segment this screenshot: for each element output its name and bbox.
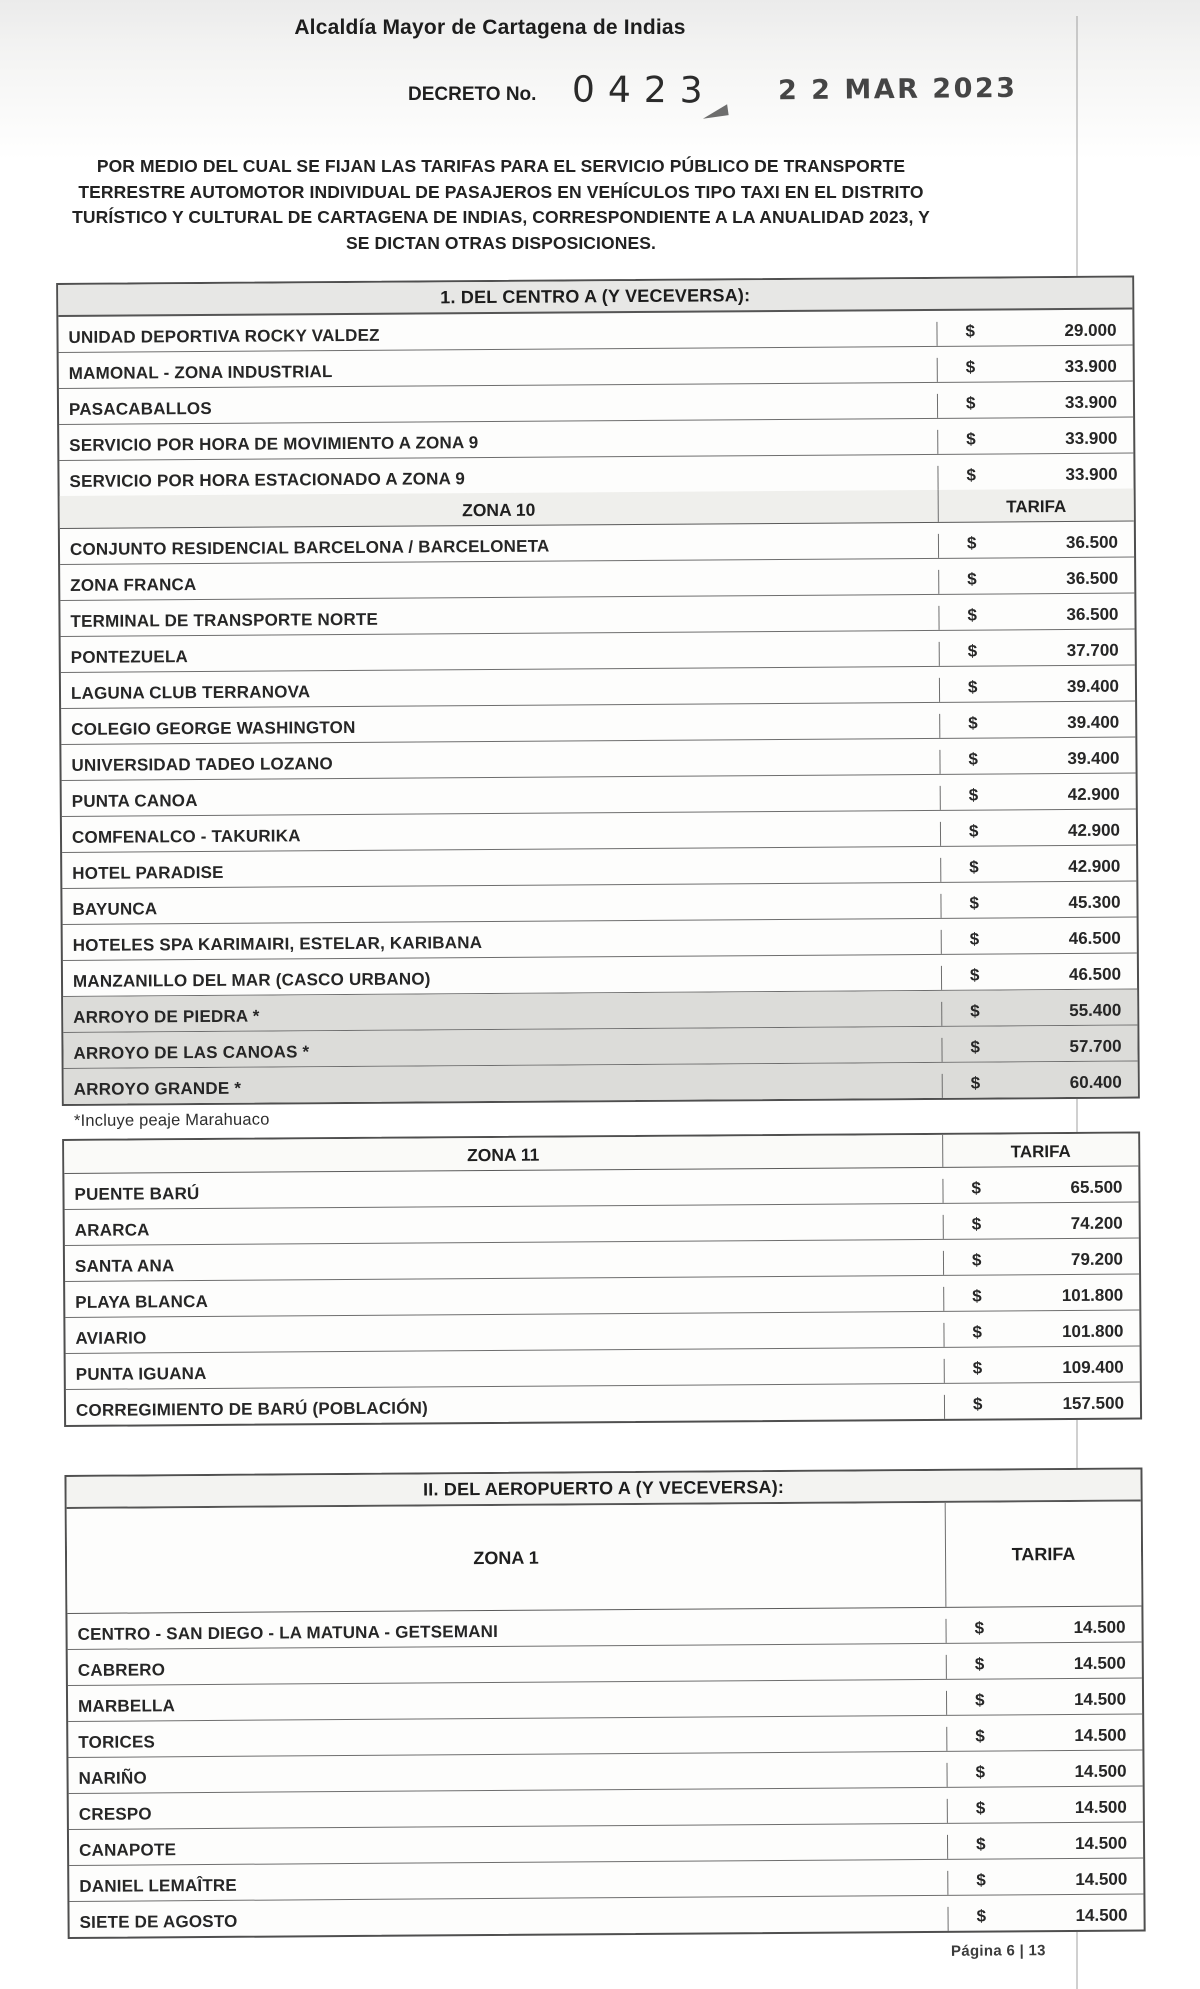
tariff-cell	[938, 605, 1134, 630]
currency-symbol: $	[974, 1690, 985, 1710]
currency-symbol: $	[975, 1726, 985, 1746]
tariff-value: 79.200	[1070, 1249, 1124, 1269]
tariff-value: 14.500	[1074, 1725, 1127, 1745]
route-label: SIETE DE AGOSTO	[79, 1911, 238, 1932]
currency-symbol: $	[967, 605, 978, 625]
tariff-value: 14.500	[1075, 1869, 1128, 1889]
currency-symbol: $	[975, 1798, 986, 1818]
tariff-cell	[939, 641, 1135, 666]
tariff-value: 39.400	[1066, 676, 1120, 696]
currency-symbol: $	[972, 1322, 983, 1342]
currency-symbol: $	[974, 1654, 985, 1674]
route-label: COMFENALCO - TAKURIKA	[71, 826, 301, 847]
route-label: MAMONAL - ZONA INDUSTRIAL	[68, 362, 333, 383]
currency-symbol: $	[970, 1037, 981, 1057]
zona1-rows	[67, 1606, 1143, 1936]
aeropuerto-table	[64, 1467, 1145, 1939]
currency-symbol: $	[967, 641, 978, 661]
route-label: COLEGIO GEORGE WASHINGTON	[71, 717, 356, 739]
currency-symbol: $	[970, 1073, 981, 1093]
tariff-value: 46.500	[1068, 928, 1121, 948]
route-label: AVIARIO	[75, 1328, 147, 1348]
tariff-value: 14.500	[1073, 1653, 1126, 1673]
tariff-value: 157.500	[1062, 1393, 1125, 1414]
currency-symbol: $	[969, 857, 979, 877]
tariff-row	[64, 1061, 1138, 1103]
route-label: CONJUNTO RESIDENCIAL BARCELONA / BARCELONETA	[69, 536, 550, 559]
decree-date-stamp: 2 2 MAR 2023	[777, 72, 1018, 107]
route-label: SERVICIO POR HORA DE MOVIMIENTO A ZONA 9	[69, 433, 479, 455]
currency-symbol: $	[967, 569, 977, 589]
centro-rows-top	[58, 310, 1133, 496]
route-label: HOTEL PARADISE	[72, 862, 224, 883]
route-label: PONTEZUELA	[70, 647, 189, 667]
page-title: Alcaldía Mayor de Cartagena de Indias	[294, 16, 686, 39]
route-label: NARIÑO	[78, 1768, 147, 1788]
currency-symbol: $	[975, 1762, 986, 1782]
route-label: SANTA ANA	[74, 1256, 175, 1276]
tariff-cell	[943, 1213, 1139, 1238]
tariff-cell	[940, 821, 1136, 846]
currency-symbol: $	[975, 1834, 986, 1854]
tariff-value: 33.900	[1065, 428, 1118, 448]
page-number: Página 6 | 13	[950, 1942, 1046, 1960]
tariff-value: 101.800	[1061, 1285, 1124, 1306]
tariff-value: 37.700	[1066, 640, 1119, 660]
tariff-cell	[947, 1833, 1143, 1858]
route-label: ARARCA	[74, 1220, 150, 1240]
route-label: PUENTE BARÚ	[74, 1184, 200, 1204]
currency-symbol: $	[971, 1250, 982, 1270]
currency-symbol: $	[971, 1178, 982, 1198]
tariff-value: 14.500	[1073, 1617, 1126, 1637]
route-label: CABRERO	[77, 1660, 166, 1680]
tariff-cell	[946, 1761, 1142, 1786]
currency-symbol: $	[971, 1214, 982, 1234]
route-label: CENTRO - SAN DIEGO - LA MATUNA - GETSEMANI	[77, 1621, 499, 1644]
currency-symbol: $	[965, 357, 976, 377]
currency-symbol: $	[967, 677, 978, 697]
currency-symbol: $	[972, 1286, 982, 1306]
route-label: TORICES	[78, 1732, 156, 1752]
tariff-cell	[943, 1249, 1139, 1274]
tariff-cell	[938, 533, 1134, 558]
tariff-row	[69, 1894, 1143, 1936]
tariff-value: 14.500	[1075, 1905, 1128, 1925]
route-label: ARROYO GRANDE *	[73, 1078, 242, 1099]
zona11-table	[62, 1131, 1142, 1427]
tariff-value: 33.900	[1064, 356, 1117, 376]
route-label: CANAPOTE	[79, 1840, 177, 1860]
zona10-rows	[60, 522, 1138, 1104]
route-label: BAYUNCA	[72, 899, 158, 919]
tariff-cell	[944, 1393, 1140, 1418]
tariff-cell	[939, 749, 1135, 774]
tariff-cell	[937, 429, 1133, 454]
currency-symbol: $	[968, 713, 978, 733]
tariff-value: 36.500	[1066, 568, 1119, 588]
route-label: PUNTA IGUANA	[75, 1364, 207, 1384]
tariff-value: 29.000	[1064, 320, 1117, 340]
tariff-value: 39.400	[1067, 712, 1120, 732]
tariff-value: 109.400	[1062, 1357, 1124, 1378]
tariff-cell	[943, 1285, 1139, 1310]
currency-symbol: $	[966, 465, 977, 485]
currency-symbol: $	[976, 1906, 987, 1926]
tarifa-column-header: TARIFA	[942, 1133, 1138, 1166]
tariff-cell	[940, 857, 1136, 882]
route-label: PUNTA CANOA	[71, 791, 198, 811]
tariff-cell	[939, 677, 1135, 702]
tariff-cell	[941, 929, 1137, 954]
tariff-cell	[946, 1653, 1142, 1678]
route-label: CORREGIMIENTO DE BARÚ (POBLACIÓN)	[75, 1398, 429, 1420]
tariff-cell	[947, 1797, 1143, 1822]
route-label: LAGUNA CLUB TERRANOVA	[70, 682, 311, 703]
tariff-value: 45.300	[1068, 892, 1121, 912]
toll-footnote: *Incluye peaje Marahuaco	[73, 1110, 270, 1130]
tariff-value: 57.700	[1069, 1036, 1122, 1056]
zona11-rows	[64, 1166, 1140, 1424]
route-label: PLAYA BLANCA	[75, 1291, 209, 1312]
tariff-cell	[940, 893, 1136, 918]
tariff-cell	[937, 357, 1133, 382]
tariff-cell	[939, 713, 1135, 738]
route-label: DANIEL LEMAÎTRE	[79, 1875, 237, 1896]
tariff-cell	[941, 965, 1137, 990]
aeropuerto-table-header: II. DEL AEROPUERTO A (Y VECEVERSA):	[66, 1469, 1140, 1508]
route-label: HOTELES SPA KARIMAIRI, ESTELAR, KARIBANA	[72, 933, 483, 955]
tariff-cell	[941, 1001, 1137, 1026]
route-label: ZONA FRANCA	[70, 575, 197, 595]
tariff-cell	[947, 1869, 1143, 1894]
tariff-cell	[937, 465, 1133, 490]
route-label: UNIVERSIDAD TADEO LOZANO	[71, 754, 333, 775]
decree-subject: POR MEDIO DEL CUAL SE FIJAN LAS TARIFAS PARA EL SERVICIO PÚBLICO DE TRANSPORTE TERRESTRE AUTOMOTOR INDIVIDUAL DE PASAJEROS EN VEHÍCULOS TIPO TAXI EN EL DISTRITO TURÍSTICO Y CULTURAL DE CARTAGENA DE INDIAS, CORRESPONDIENTE A LA ANUALIDAD 2023, Y SE DICTAN OTRAS DISPOSICIONES.	[72, 156, 930, 253]
centro-table	[56, 276, 1140, 1107]
route-label: SERVICIO POR HORA ESTACIONADO A ZONA 9	[69, 469, 466, 491]
route-label: ARROYO DE LAS CANOAS *	[73, 1042, 310, 1063]
tariff-value: 36.500	[1065, 532, 1119, 552]
zone-label: ZONA 1	[473, 1547, 539, 1568]
tariff-row	[66, 1382, 1140, 1424]
centro-table-header: 1. DEL CENTRO A (Y VECEVERSA):	[58, 278, 1132, 317]
currency-symbol: $	[972, 1394, 983, 1414]
tariff-value: 55.400	[1069, 1000, 1122, 1020]
stamp-wedge-icon	[701, 104, 728, 119]
zone-label: ZONA 11	[467, 1144, 540, 1166]
tariff-cell	[937, 393, 1133, 418]
currency-symbol: $	[965, 321, 976, 341]
tariff-value: 14.500	[1074, 1797, 1127, 1817]
tariff-value: 101.800	[1061, 1321, 1124, 1342]
currency-symbol: $	[972, 1358, 983, 1378]
tariff-cell	[936, 321, 1132, 346]
route-label: CRESPO	[78, 1804, 152, 1824]
currency-symbol: $	[966, 429, 976, 449]
tariff-value: 65.500	[1070, 1177, 1123, 1197]
tariff-cell	[946, 1725, 1142, 1750]
tariff-value: 42.900	[1067, 784, 1120, 804]
tariff-value: 42.900	[1067, 820, 1121, 840]
tariff-value: 46.500	[1068, 964, 1122, 984]
tariff-value: 14.500	[1074, 1833, 1128, 1853]
tariff-tables	[56, 276, 1146, 1966]
tariff-cell	[941, 1037, 1137, 1062]
tariff-value: 42.900	[1068, 856, 1121, 876]
tariff-cell	[938, 569, 1134, 594]
tariff-value: 74.200	[1070, 1213, 1123, 1233]
tariff-value: 14.500	[1073, 1689, 1127, 1709]
tariff-value: 39.400	[1067, 748, 1120, 768]
currency-symbol: $	[965, 393, 976, 413]
route-label: TERMINAL DE TRANSPORTE NORTE	[70, 609, 379, 631]
currency-symbol: $	[969, 893, 980, 913]
tarifa-column-header: TARIFA	[945, 1501, 1142, 1606]
route-label: MANZANILLO DEL MAR (CASCO URBANO)	[72, 969, 431, 991]
tariff-value: 36.500	[1066, 604, 1119, 624]
currency-symbol: $	[974, 1618, 985, 1638]
tariff-cell	[942, 1072, 1138, 1097]
route-label: UNIDAD DEPORTIVA ROCKY VALDEZ	[68, 325, 380, 347]
zone-label: ZONA 10	[462, 499, 536, 521]
tariff-cell	[946, 1689, 1142, 1714]
currency-symbol: $	[968, 785, 979, 805]
route-label: PASACABALLOS	[68, 398, 212, 419]
tariff-value: 33.900	[1065, 464, 1118, 484]
currency-symbol: $	[968, 749, 979, 769]
tariff-cell	[945, 1617, 1141, 1642]
currency-symbol: $	[969, 929, 980, 949]
tariff-value: 14.500	[1074, 1761, 1127, 1781]
zona1-subheader	[67, 1501, 1142, 1613]
route-label: ARROYO DE PIEDRA *	[73, 1006, 260, 1027]
currency-symbol: $	[968, 821, 979, 841]
decree-header	[0, 69, 1200, 124]
tariff-value: 60.400	[1069, 1072, 1122, 1092]
tariff-cell	[943, 1321, 1139, 1346]
tariff-cell	[942, 1177, 1138, 1202]
currency-symbol: $	[970, 1001, 980, 1021]
tariff-cell	[944, 1357, 1140, 1382]
currency-symbol: $	[976, 1870, 986, 1890]
tarifa-column-header: TARIFA	[938, 489, 1134, 522]
route-label: MARBELLA	[78, 1696, 176, 1716]
tariff-cell	[940, 785, 1136, 810]
decree-number-stamp: 0423	[571, 69, 716, 112]
decree-label: DECRETO No.	[408, 84, 537, 105]
currency-symbol: $	[969, 965, 980, 985]
tariff-value: 33.900	[1064, 392, 1118, 412]
currency-symbol: $	[966, 533, 977, 553]
tariff-cell	[947, 1905, 1143, 1930]
